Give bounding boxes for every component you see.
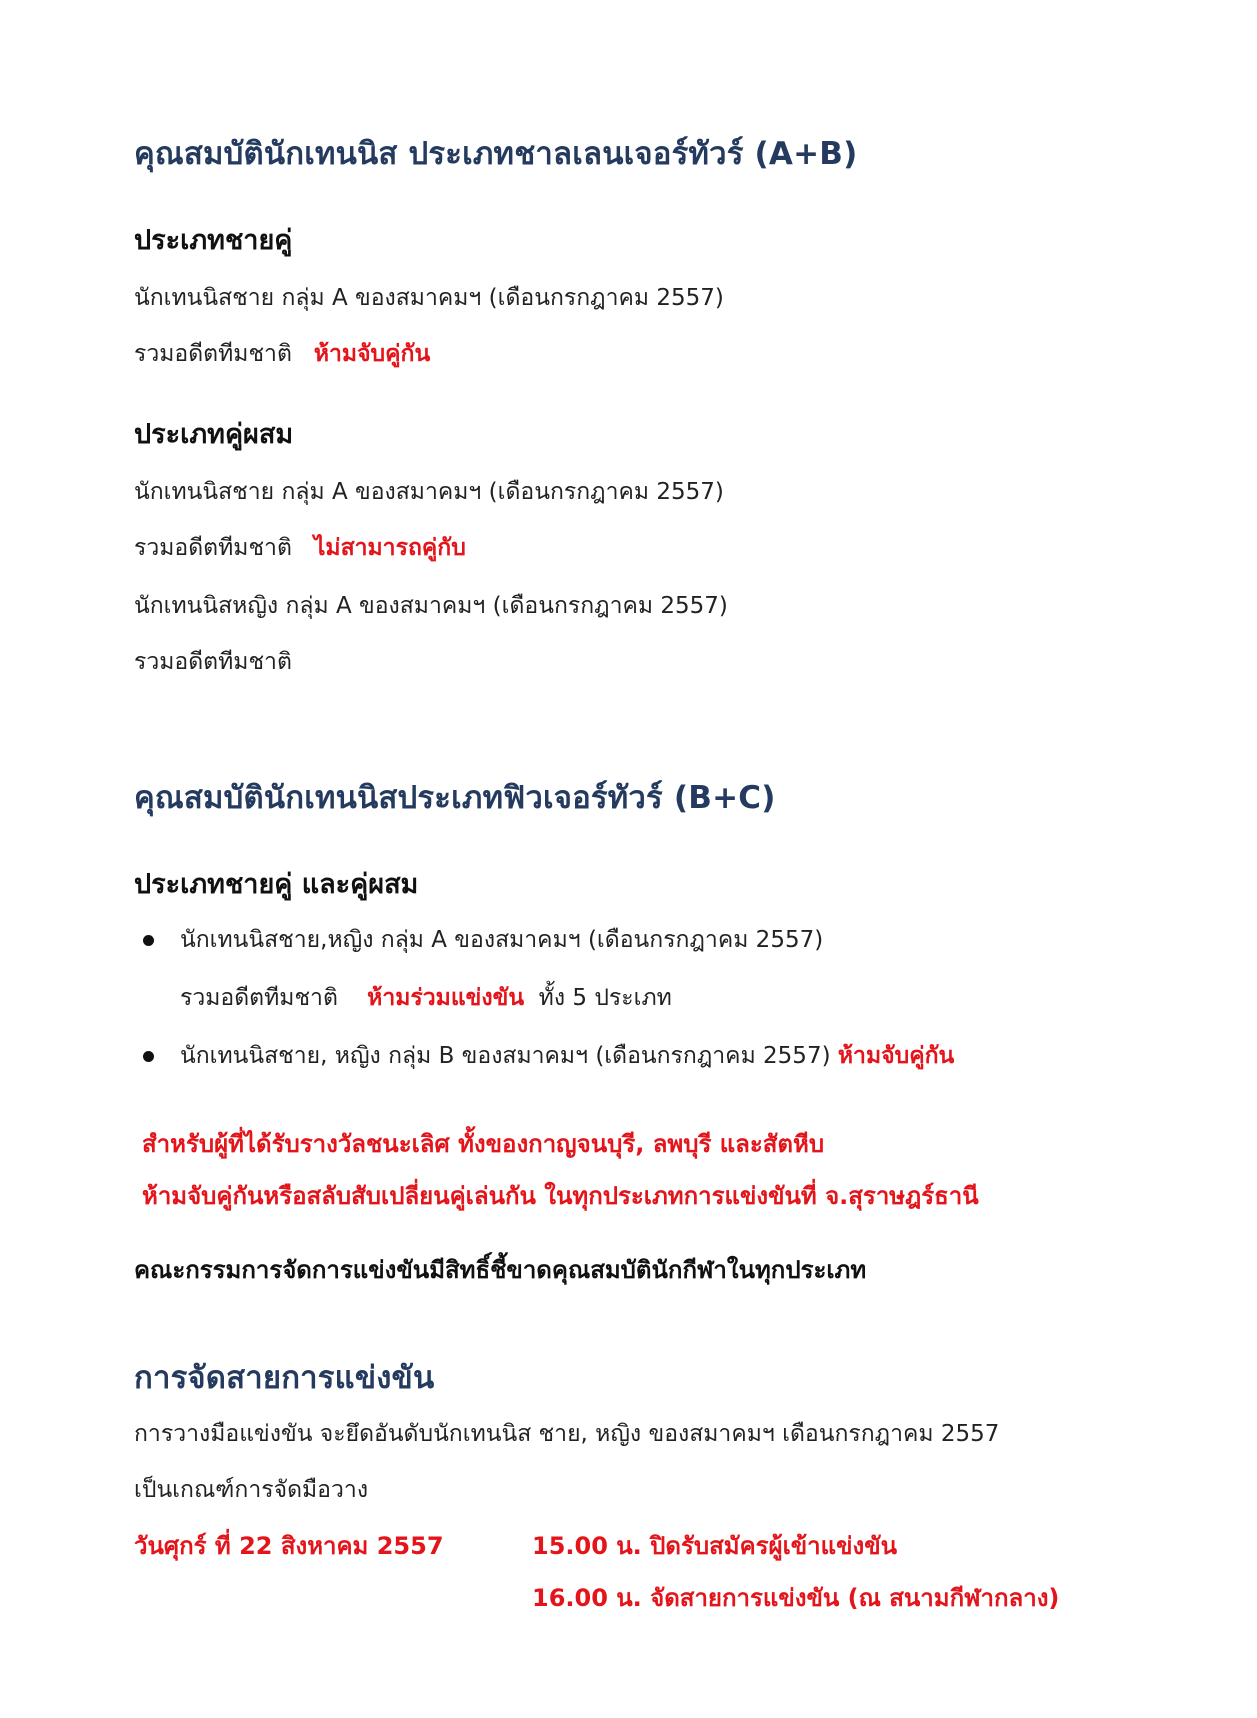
bullet1-line1: นักเทนนิสชาย,หญิง กลุ่ม A ของสมาคมฯ (เดือนกรกฎาคม 2557): [180, 927, 824, 953]
bullet-icon: [143, 935, 154, 946]
seeding-line2: เป็นเกณฑ์การจัดมือวาง: [134, 1477, 369, 1503]
bullet2-line1: [180, 1038, 954, 1074]
notice-line1: สำหรับผู้ที่ได้รับรางวัลชนะเลิศ ทั้งของกาญจนบุรี, ลพบุรี และสัตหีบ: [142, 1130, 825, 1158]
bullet2-line1-text: นักเทนนิสชาย, หญิง กลุ่ม B ของสมาคมฯ (เดือนกรกฎาคม 2557): [180, 1043, 831, 1069]
men-doubles-line2-text: รวมอดีตทีมชาติ: [134, 341, 292, 367]
bullet1-line2-text: รวมอดีตทีมชาติ: [180, 985, 338, 1011]
schedule-item-1: 15.00 น. ปิดรับสมัครผู้เข้าแข่งขัน: [532, 1532, 898, 1560]
mixed-doubles-line4: รวมอดีตทีมชาติ: [134, 649, 292, 675]
seeding-line1: การวางมือแข่งขัน จะยึดอันดับนักเทนนิส ชาย, หญิง ของสมาคมฯ เดือนกรกฎาคม 2557: [134, 1421, 1000, 1447]
men-doubles-line1: นักเทนนิสชาย กลุ่ม A ของสมาคมฯ (เดือนกรกฎาคม 2557): [134, 285, 724, 311]
mixed-doubles-line1: นักเทนนิสชาย กลุ่ม A ของสมาคมฯ (เดือนกรกฎาคม 2557): [134, 479, 724, 505]
mixed-doubles-heading: ประเภทคู่ผสม: [134, 419, 294, 450]
bullet-icon: [143, 1051, 154, 1062]
men-doubles-line2-red: ห้ามจับคู่กัน: [313, 341, 431, 367]
bullet2-line1-red: ห้ามจับคู่กัน: [837, 1043, 955, 1069]
mixed-doubles-line3: นักเทนนิสหญิง กลุ่ม A ของสมาคมฯ (เดือนกรกฎาคม 2557): [134, 593, 728, 619]
men-doubles-line2: [134, 336, 430, 372]
section1-title: คุณสมบัตินักเทนนิส ประเภทชาลเลนเจอร์ทัวร์ (A+B): [134, 136, 858, 172]
notice-line2: ห้ามจับคู่กันหรือสลับสับเปลี่ยนคู่เล่นกัน ในทุกประเภทการแข่งขันที่ จ.สุราษฎร์ธานี: [142, 1182, 979, 1210]
bullet1-line2-red: ห้ามร่วมแข่งขัน: [367, 985, 525, 1011]
mixed-doubles-line2-red: ไม่สามารถคู่กับ: [313, 535, 466, 561]
mixed-doubles-line2-text: รวมอดีตทีมชาติ: [134, 535, 292, 561]
bullet1-line2-tail: ทั้ง 5 ประเภท: [538, 985, 672, 1011]
men-doubles-heading: ประเภทชายคู่: [134, 225, 293, 256]
schedule-date: วันศุกร์ ที่ 22 สิงหาคม 2557: [134, 1532, 444, 1560]
committee-note: คณะกรรมการจัดการแข่งขันมีสิทธิ์ชี้ขาดคุณสมบัตินักกีฬาในทุกประเภท: [134, 1256, 867, 1284]
schedule-item-2: 16.00 น. จัดสายการแข่งขัน (ณ สนามกีฬากลาง): [532, 1584, 1060, 1612]
section3-title: การจัดสายการแข่งขัน: [134, 1360, 435, 1396]
mixed-doubles-line2: [134, 530, 466, 566]
bullet1-line2: [180, 980, 672, 1016]
section2-heading: ประเภทชายคู่ และคู่ผสม: [134, 869, 419, 900]
section2-title: คุณสมบัตินักเทนนิสประเภทฟิวเจอร์ทัวร์ (B+C): [134, 780, 776, 816]
